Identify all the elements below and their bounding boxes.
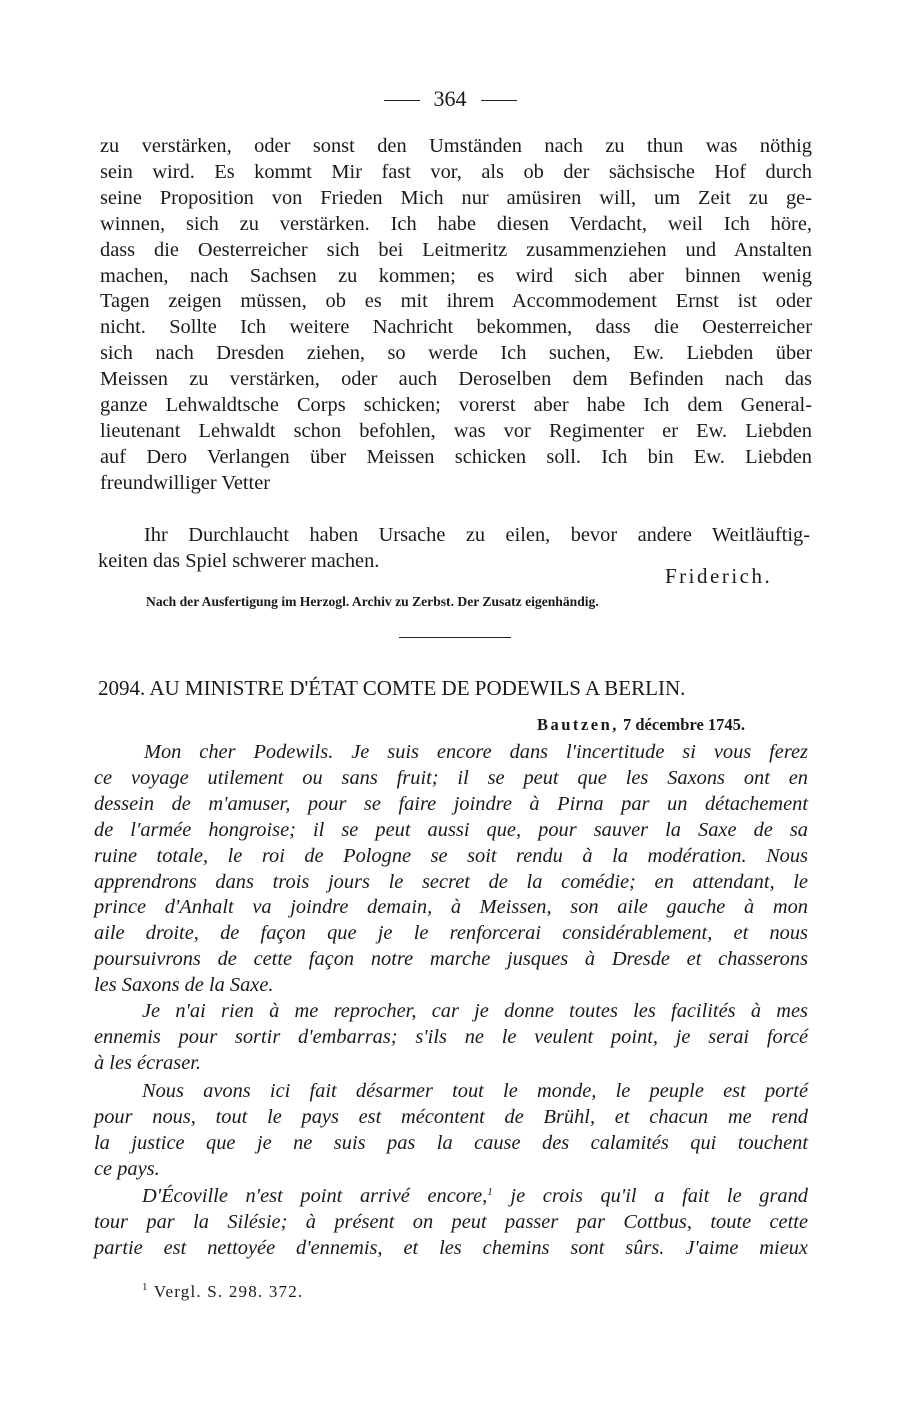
text-line: dessein de m'amuser, pour se faire joindre à Pirna par un détachement <box>94 792 808 815</box>
text-line: Ihr Durchlaucht haben Ursache zu eilen, bevor andere Weitläuftig- <box>144 524 810 546</box>
french-paragraph-2 <box>94 999 808 1077</box>
french-paragraph-3 <box>94 1079 808 1183</box>
text-line: prince d'Anhalt va joindre demain, à Meissen, son aile gauche à mon <box>94 896 808 919</box>
letter-date-place: Bautzen, <box>537 715 619 734</box>
text-line: ce voyage utilement ou sans fruit; il se peut que les Saxons ont en <box>94 766 808 789</box>
text-line: lieutenant Lehwaldt schon befohlen, was vor Regimenter er Ew. Liebden <box>100 419 812 442</box>
text-fragment: je crois qu'il a fait le grand <box>492 1185 809 1207</box>
text-line: zu verstärken, oder sonst den Umständen nach zu thun was nöthig <box>100 135 812 157</box>
section-divider <box>399 637 511 638</box>
text-line: pour nous, tout le pays est mécontent de Brühl, et chacun me rend <box>94 1105 808 1128</box>
right-dash <box>481 100 517 101</box>
text-line: ruine totale, le roi de Pologne se soit rendu à la modération. Nous <box>94 844 808 867</box>
text-line: la justice que je ne suis pas la cause des calamités qui touchent <box>94 1131 808 1154</box>
text-line: Mon cher Podewils. Je suis encore dans l'incertitude si vous ferez <box>144 741 808 763</box>
text-line-with-footnote <box>94 1184 808 1210</box>
text-line: machen, nach Sachsen zu kommen; es wird sich aber binnen wenig <box>100 264 812 287</box>
text-line: Nous avons ici fait désarmer tout le monde, le peuple est porté <box>142 1080 808 1102</box>
text-line: sich nach Dresden ziehen, so werde Ich suchen, Ew. Liebden über <box>100 342 812 365</box>
german-letter-body <box>100 134 812 497</box>
text-line: apprendrons dans trois jours le secret de la comédie; en attendant, le <box>94 870 808 893</box>
text-line: sein wird. Es kommt Mir fast vor, als ob der sächsische Hof durch <box>100 160 812 183</box>
text-line: winnen, sich zu verstärken. Ich habe diesen Verdacht, weil Ich höre, <box>100 212 812 235</box>
text-line: seine Proposition von Frieden Mich nur amüsiren will, um Zeit zu ge- <box>100 186 812 209</box>
footnote-mark: 1 <box>142 1281 149 1293</box>
text-line: de l'armée hongroise; il se peut aussi que, pour sauver la Saxe de sa <box>94 818 808 841</box>
text-line: ganze Lehwaldtsche Corps schicken; vorerst aber habe Ich dem General- <box>100 394 812 417</box>
text-line: à les écraser. <box>94 1051 202 1074</box>
source-note: Nach der Ausfertigung im Herzogl. Archiv zu Zerbst. Der Zusatz eigenhändig. <box>146 594 599 609</box>
text-fragment: D'Écoville n'est point arrivé encore, <box>142 1185 488 1207</box>
page-number-header <box>0 86 900 112</box>
footnote <box>142 1282 303 1302</box>
text-line: Meissen zu verstärken, oder auch Deroselben dem Befinden nach das <box>100 368 812 391</box>
signature: Friderich. <box>665 564 773 588</box>
text-line: keiten das Spiel schwerer machen. <box>98 549 380 572</box>
left-dash <box>384 100 420 101</box>
text-line: poursuivrons de cette façon notre marche jusques à Dresde et chasserons <box>94 948 808 971</box>
letter-date-rest: 7 décembre 1745. <box>623 715 746 734</box>
text-line: dass die Oesterreicher sich bei Leitmeritz zusammenziehen und Anstalten <box>100 238 812 261</box>
text-line: freundwilliger Vetter <box>100 471 271 494</box>
french-paragraph-4 <box>94 1184 808 1262</box>
french-paragraph-1 <box>94 740 808 999</box>
footnote-reference[interactable]: 1 <box>487 1186 493 1198</box>
text-line: auf Dero Verlangen über Meissen schicken soll. Ich bin Ew. Liebden <box>100 445 812 468</box>
text-line: ennemis pour sortir d'embarras; s'ils ne le veulent point, je serai forcé <box>94 1025 808 1048</box>
text-line: Je n'ai rien à me reprocher, car je donne toutes les facilités à mes <box>142 1000 808 1022</box>
text-line: partie est nettoyée d'ennemis, et les chemins sont sûrs. J'aime mieux <box>94 1236 808 1259</box>
text-line: nicht. Sollte Ich weitere Nachricht bekommen, dass die Oesterreicher <box>100 316 812 339</box>
page-number: 364 <box>433 86 467 111</box>
text-line: tour par la Silésie; à présent on peut passer par Cottbus, toute cette <box>94 1210 808 1233</box>
text-line: ce pays. <box>94 1157 160 1180</box>
letter-heading: 2094. AU MINISTRE D'ÉTAT COMTE DE PODEWILS A BERLIN. <box>98 676 686 700</box>
text-line: aile droite, de façon que je le renforcerai considérablement, et nous <box>94 922 808 945</box>
footnote-text: Vergl. S. 298. 372. <box>153 1282 304 1301</box>
text-line: Tagen zeigen müssen, ob es mit ihrem Accommodement Ernst ist oder <box>100 290 812 313</box>
letter-date <box>537 715 745 735</box>
text-line: les Saxons de la Saxe. <box>94 974 274 997</box>
